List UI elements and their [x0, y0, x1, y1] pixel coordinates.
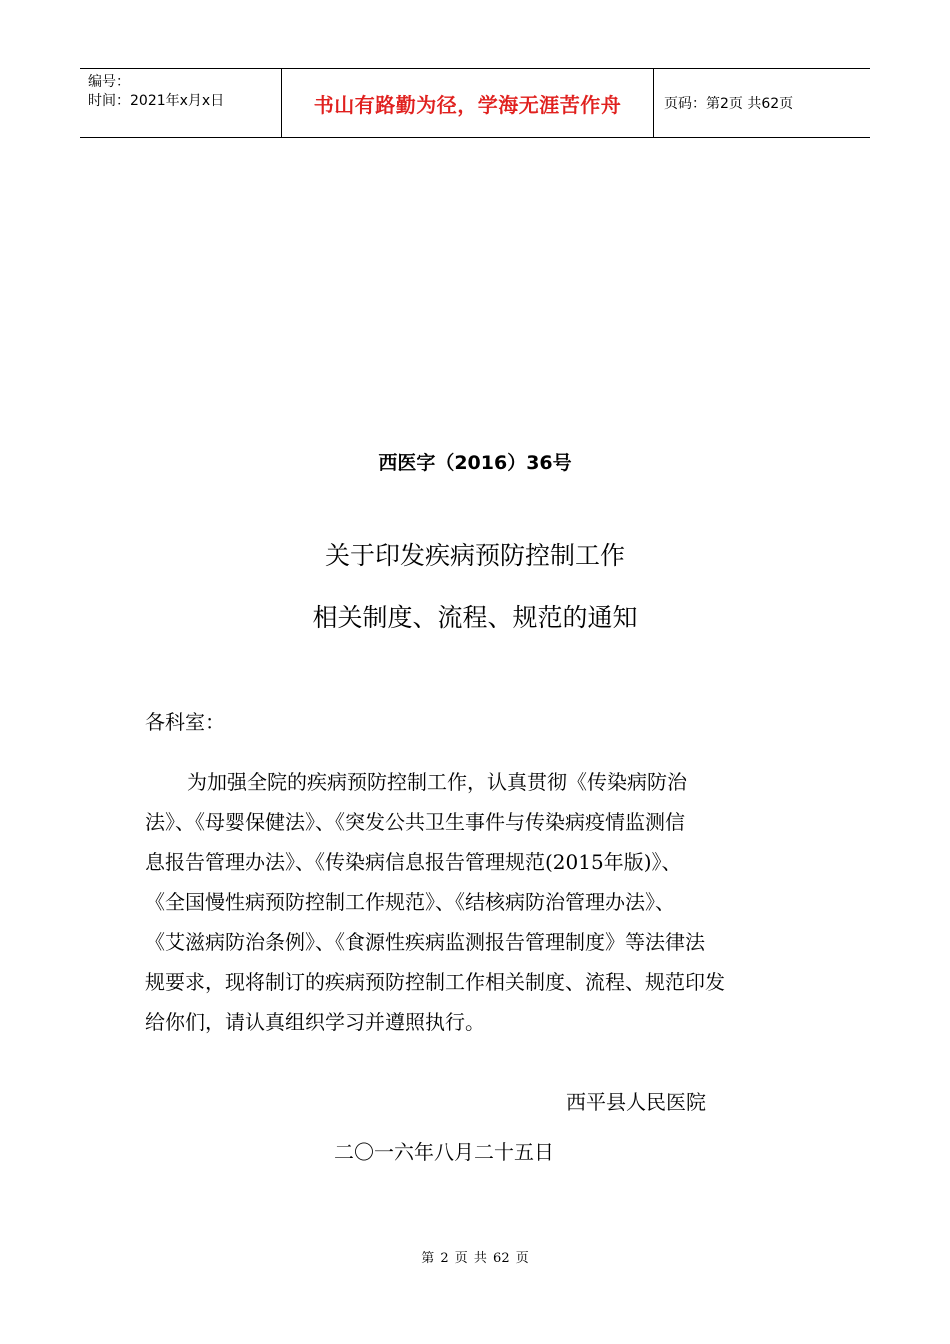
signature-organization: 西平县人民医院 — [566, 1090, 706, 1114]
header-number-label: 编号： — [88, 74, 130, 90]
body-line: 给你们，请认真组织学习并遵照执行。 — [145, 1010, 485, 1034]
body-line: 规要求，现将制订的疾病预防控制工作相关制度、流程、规范印发 — [145, 970, 725, 994]
document-title-line-2: 相关制度、流程、规范的通知 — [312, 603, 638, 632]
salutation: 各科室： — [145, 710, 225, 734]
document-title-line-1: 关于印发疾病预防控制工作 — [324, 541, 625, 570]
body-line: 为加强全院的疾病预防控制工作，认真贯彻《传染病防治 — [187, 770, 687, 794]
page-header — [80, 68, 870, 138]
body-line: 《全国慢性病预防控制工作规范》、《结核病防治管理办法》、 — [145, 890, 675, 914]
signature-date: 二〇一六年八月二十五日 — [334, 1140, 554, 1164]
header-page-info: 页码：第2页 共62页 — [664, 96, 794, 112]
body-line: 《艾滋病防治条例》、《食源性疾病监测报告管理制度》等法律法 — [145, 930, 705, 954]
page-footer: 第 2 页 共 62 页 — [421, 1251, 529, 1266]
document-number: 西医字（2016）36号 — [378, 452, 572, 474]
body-line: 息报告管理办法》、《传染病信息报告管理规范(2015年版)》、 — [145, 850, 682, 874]
header-meta — [80, 69, 282, 137]
header-motto: 书山有路勤为径，学海无涯苦作舟 — [282, 69, 654, 137]
body-line: 法》、《母婴保健法》、《突发公共卫生事件与传染病疫情监测信 — [145, 810, 685, 834]
header-time-label: 时间：2021年x月x日 — [88, 93, 225, 109]
